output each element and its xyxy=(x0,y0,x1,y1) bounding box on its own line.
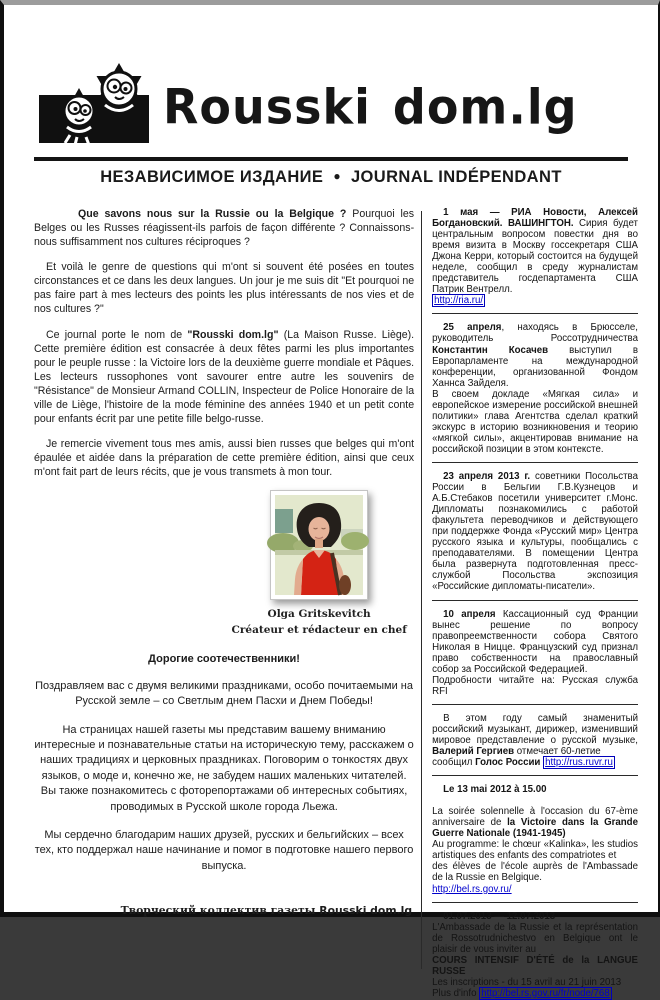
editorial-paragraph xyxy=(34,260,414,316)
news-item xyxy=(432,471,638,593)
bullet-separator-icon: ● xyxy=(333,169,341,183)
text: Plus d'info xyxy=(432,987,480,999)
text: сообщил xyxy=(432,757,476,769)
editor-photo-block xyxy=(224,490,414,639)
text: В этом году самый знаменитый российский музыкант, дирижер, изменивший мировое представление о русской музыке, xyxy=(432,712,638,746)
news-divider xyxy=(432,775,638,776)
text: Les inscriptions - du 15 avril au 21 juin 2013 xyxy=(432,976,622,988)
news-item xyxy=(432,713,638,768)
news-divider xyxy=(432,313,638,314)
text: отмечает 60-летие xyxy=(514,746,601,758)
bold-text: 1 мая — РИА Новости, Алексей Богдановский. ВАШИНГТОН. xyxy=(432,207,638,230)
bold-text: Le 13 mai 2012 à 15.00 xyxy=(443,784,547,796)
logo-word-1: Rousski xyxy=(163,78,371,135)
bold-text: la Victoire dans la Grande Guerre Nationale (1941-1945) xyxy=(432,817,638,840)
news-divider xyxy=(432,462,638,463)
text: (La Maison Russe. Liège). Cette première édition est consacrée à deux fêtes parmi les plus importantes pour le peuple russe : la Victoire lors de la deuxième guerre mondiale et Pâques. Les lecteurs russophones vont savourer entre autre les souvenirs de "Résistance" de Monsieur Armand COLLIN, Inspecteur de Police Honoraire de la ville de Liège, l'histoire de la mode féminine des années 1940 et un petit conte pour enfants écrit par une petite fille belgo-russe. xyxy=(34,328,415,426)
text: des élèves de l'école auprès de l'Ambassade de la Russie en Belgique. xyxy=(432,861,638,884)
news-item xyxy=(432,609,638,697)
bold-text: COURS INTENSIF D'ÉTÉ de la LANGUE RUSSE xyxy=(432,954,638,977)
text: Je remercie vivement tous mes amis, aussi bien russes que belges qui m'ont épaulée et aidée dans la préparation de cette première édition, ainsi que ceux m'ont fait part de leurs récits, que je vous transmets à mon tour. xyxy=(34,438,415,479)
content-columns xyxy=(34,207,638,999)
editor-photo-frame xyxy=(270,490,368,600)
editorial-paragraph xyxy=(34,207,414,249)
signoff xyxy=(34,904,412,917)
bold-text: 23 апреля 2013 г. xyxy=(443,470,531,482)
page-title xyxy=(163,78,578,135)
greeting-paragraph: На страницах нашей газеты мы представим вашему вниманию интересные и познавательные статьи на историческую тему, расскажем о наших традициях и церковных праздниках. Поговорим о тонкостях двух языков, о моде и, конечно же, не забудем наших маленьких читателей. Вы также познакомитесь с фоторепортажами об интересных событиях, проводимых в Русской школе города Льежа. xyxy=(34,723,414,813)
text: Кассационный суд Франции вынес решение по вопросу правопреемственности собора Святого Николая в Ницце. Французский суд признал право собственности на православный собор за Российской Федерацией. xyxy=(432,608,638,675)
text: Ce journal porte le nom de xyxy=(46,328,188,341)
bold-text: 10 апреля xyxy=(443,608,496,620)
signoff-text: Творческий коллектив газеты xyxy=(120,904,320,918)
masthead-rule xyxy=(34,157,628,161)
text: L'Ambassade de la Russie et la représentation de Rossotrudnichestvo en Belgique ont le plaisir de vous inviter au xyxy=(432,921,638,955)
text: выступил в Европарламенте на международной конференции, организованной Фондом Ханнса Зайделя. xyxy=(432,344,638,389)
text: , находясь в Брюсселе, руководитель Россотрудничества xyxy=(432,322,638,345)
news-divider xyxy=(432,704,638,705)
editorial-paragraphs xyxy=(34,207,414,479)
editor-photo xyxy=(275,495,363,595)
news-divider xyxy=(432,902,638,903)
news-item xyxy=(432,784,638,894)
editorial-paragraph xyxy=(34,328,414,427)
bold-text: 01.07.2013 — 12.07.2013 xyxy=(443,910,556,922)
news-link[interactable]: http://rus.ruvr.ru xyxy=(545,757,613,769)
news-link[interactable]: http://bel.rs.gov.ru/fr/node/768 xyxy=(481,987,610,999)
photo-caption xyxy=(224,607,414,639)
bold-text: Que savons nous sur la Russie ou la Belgique ? xyxy=(78,208,347,220)
column-divider xyxy=(421,211,422,969)
text: Au programme: le chœur «Kalinka», les studios artistiques des enfants des compatriotes et xyxy=(432,839,638,862)
bold-text: 25 апреля xyxy=(443,322,502,334)
text: La soirée solennelle à l'occasion du 67-ème anniversaire de xyxy=(432,806,638,829)
text: советники Посольства России в Бельгии Г.В.Кузнецов и А.Б.Стебаков посетили университет г.Монс. Дипломаты познакомились с работой факультета переводчиков и действующего при поддержке Фонда «Русский мир» Центра русского языка и культуры, пообщались с преподавателями. В помещении Центра была развернута подготовленная пресс-службой Посольства экспозиция «Российские дипломаты-писатели». xyxy=(432,470,638,593)
news-item xyxy=(432,207,638,306)
greeting-paragraph: Поздравляем вас с двумя великими праздниками, особо почитаемыми на Русской земле – со Светлым днем Пасхи и Днем Победы! xyxy=(35,679,413,708)
text: Pourquoi les Belges ou les Russes réagissent-ils parfois de façon différente ? Connaissons-nous suffisamment nos cultures réciproques ? xyxy=(34,208,415,249)
greeting-section xyxy=(34,653,414,874)
text: Сирия будет центральным вопросом повестки дня во время визита в Москву госсекретаря США Джона Керри, который состоится на будущей неделе, сообщил в среду журналистам представитель госдепартамента США Патрик Вентрелл. xyxy=(432,218,638,296)
bold-text: "Rousski dom.lg" xyxy=(187,328,279,341)
tagline-russian: НЕЗАВИСИМОЕ ИЗДАНИЕ xyxy=(100,168,324,186)
news-column xyxy=(432,207,638,999)
photo-caption-name: Olga Gritskevitch xyxy=(267,608,371,621)
tagline-french: JOURNAL INDÉPENDANT xyxy=(350,168,562,186)
photo-caption-role: Créateur et rédacteur en chef xyxy=(231,624,407,637)
greeting-title: Дорогие соотечественники! xyxy=(148,652,300,665)
news-item xyxy=(432,911,638,999)
news-link[interactable]: http://bel.rs.gov.ru/ xyxy=(432,883,512,895)
editorial-column xyxy=(34,207,414,999)
greeting-paragraphs xyxy=(34,679,414,874)
bold-text: Валерий Гергиев xyxy=(432,746,515,758)
editorial-paragraph xyxy=(34,437,414,479)
bold-text: Голос России xyxy=(475,757,544,769)
greeting-paragraph: Мы сердечно благодарим наших друзей, русских и бельгийских – всех тех, кто поддержал наше начинание и помог в подготовке нашего первого выпуска. xyxy=(34,828,414,872)
signoff-brand: Rousski dom.lg xyxy=(319,904,413,918)
text: Et voilà le genre de questions qui m'ont si souvent été posées en toutes circonstances et ce dans les deux langues. Un jour je me suis dit "Et pourquoi ne pas faire part à mes lecteurs des points les plus intéressants de nos vies et de nos cultures ?" xyxy=(34,261,415,316)
news-link[interactable]: http://ria.ru/ xyxy=(434,295,484,307)
masthead xyxy=(37,59,632,147)
logo-mascots-icon xyxy=(37,59,157,147)
masthead-tagline xyxy=(4,168,658,187)
text: В своем докладе «Мягкая сила» и европейское измерение российской внешней политики» глава Агентства сделал краткий экскурс в историю возникновения и теорию «мягкой силы», акцентировав внимание на российской позиции в этом контексте. xyxy=(432,388,638,455)
text: Подробности читайте на: Русская служба RFI xyxy=(432,674,638,697)
news-item xyxy=(432,322,638,455)
logo-word-2: dom.lg xyxy=(392,78,578,135)
news-divider xyxy=(432,600,638,601)
bold-text: Константин Косачев xyxy=(432,344,549,356)
